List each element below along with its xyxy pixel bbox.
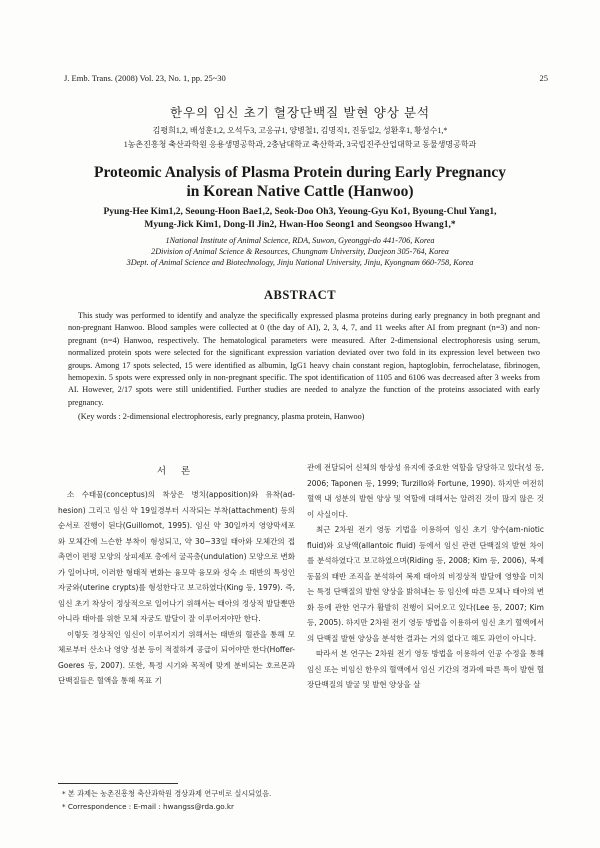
footnote-correspondence: * Correspondence : E-mail : hwangss@rda.go.kr <box>62 802 234 811</box>
english-title <box>40 163 560 201</box>
korean-affiliations: 1농촌진흥청 축산과학원 응용생명공학과, 2충남대학교 축산학과, 3국립진주산업대학교 동물생명공학과 <box>123 140 477 149</box>
english-authors <box>40 206 560 232</box>
affiliation-3: 3Dept. of Animal Science and Biotechnology, Jinju National University, Jinju, Kyongnam 660-758, Korea <box>126 258 474 267</box>
korean-authors-block <box>40 124 560 152</box>
korean-authors: 김평희1,2, 배성훈1,2, 오석두3, 고응규1, 양병철1, 김명직1, 진동일2, 성환후1, 황성수1,* <box>152 126 448 135</box>
right-paragraph-2: 최근 2차원 전기 영동 기법을 이용하여 임신 초기 양수(am-niotic fluid)와 요낭액(allantoic fluid) 등에서 임신 관련 단백질의 발현 차이를 분석하였다고 보고하였으며(Riding 등, 2008; Kim 등, 2006), 복제 동물의 태반 조직을 분석하여 복제 태아의 비정상적 발달에 영향을 미치는 특정 단백질의 발현 양상을 밝혀내는 등 임신에 따른 모체나 태아의 변화 등에 관한 연구가 활발히 진행이 되어오고 있다(Lee 등, 2007; Kim 등, 2005). 하지만 2차원 전기 영동 방법을 이용하여 임신 초기 혈액에서의 단백질 발현 양상을 분석한 결과는 거의 없다고 해도 과언이 아니다. <box>307 525 544 643</box>
korean-title: 한우의 임신 초기 혈장단백질 발현 양상 분석 <box>169 106 431 120</box>
english-title-line-2: in Korean Native Cattle (Hanwoo) <box>186 183 414 200</box>
english-authors-line-1: Pyung-Hee Kim1,2, Seoung-Hoon Bae1,2, Seok-Doo Oh3, Yeoung-Gyu Ko1, Byoung-Chul Yang1, <box>103 207 497 217</box>
footnote-funding: * 본 과제는 농촌진흥청 축산과학원 경상과제 연구비로 실시되었음. <box>62 789 272 798</box>
english-title-line-1: Proteomic Analysis of Plasma Protein during Early Pregnancy <box>93 164 507 181</box>
left-paragraph-2: 이렇듯 정상적인 임신이 이루어지기 위해서는 태반의 혈관을 통해 모체로부터 산소나 영양 성분 등이 적절하게 공급이 되어야만 한다(Hoffer-Goeres 등, 2007). 또한, 특정 시기와 목적에 맞게 분비되는 호르몬과 단백질들은 혈액을 통해 목표 기 <box>58 629 295 685</box>
left-paragraph-1: 소 수태물(conceptus)의 착상은 병치(apposition)와 유착(ad-hesion) 그리고 임신 약 19일경부터 시작되는 부착(attachment) 등의 순서로 진행이 된다(Guillomot, 1995). 임신 약 30일까지 영양막세포와 모체간에 느슨한 부착이 형성되고, 약 30~33일 태아와 모체간의 접촉면이 편평 모양의 상피세포 층에서 굴곡층(undulation) 모양으로 변화가 일어나며, 이러한 형태적 변화는 융모막 융모와 성숙 소 태반의 특성인 자궁와(uterine crypts)를 형성한다고 보고하였다(King 등, 1979). 즉, 임신 초기 착상이 정상적으로 일어나기 위해서는 태아의 정상적 발달뿐만 아니라 태아를 위한 모체 자궁도 발달이 잘 이루어져야만 한다. <box>58 490 295 623</box>
right-paragraph-1: 관에 전달되어 신체의 항상성 유지에 중요한 역할을 담당하고 있다(성 등, 2006; Taponen 등, 1999; Turzillo와 Fortune, 1990). 하지만 여전히 혈액 내 성분의 발현 양상 및 역할에 대해서는 알려진 것이 많지 않은 것이 사실이다. <box>307 463 544 519</box>
right-paragraph-3: 따라서 본 연구는 2차원 전기 영동 방법을 이용하여 인공 수정을 통해 임신 또는 비임신 한우의 혈액에서 임신 기간의 경과에 따른 특이 발현 혈장단백질의 발굴 및 발현 양상을 살 <box>307 649 544 689</box>
abstract-text: This study was performed to identify and analyze the specifically expressed plasma proteins during early pregnancy in both pregnant and non-pregnant Hanwoo. Blood samples were collected at 0 (the day of AI), 2, 3, 4, 7, and 11 weeks after AI from pregnant (n=3) and non-pregnant (n=4) Hanwoo, respectively. The hematological parameters were measured. After 2-dimensional electrophoresis using serum, normalized protein spots were selected for the significant expression variation deviated over two fold in its expression level between two groups. Among 17 spots selected, 15 were identified as albumin, IgG1 heavy chain constant region, haptoglobin, ferrochelatase, fibrinogen, hemopexin. 5 spots were expressed only in non-pregnant specific. The spot identification of 1105 and 6106 was decreased after 3 weeks from AI. However, 2/17 spots were still unidentified. Further studies are needed to analyze the function of the proteins associated with early pregnancy. <box>68 311 540 407</box>
keywords: (Key words : 2-dimensional electrophoresis, early pregnancy, plasma protein, Hanwoo) <box>78 412 365 422</box>
affiliation-1: 1National Institute of Animal Science, RDA, Suwon, Gyeonggi-do 441-706, Korea <box>165 236 435 245</box>
footnotes <box>62 787 271 813</box>
section-title-introduction: 서 론 <box>156 466 197 477</box>
affiliations <box>40 235 560 268</box>
left-column <box>58 466 295 689</box>
abstract-heading: ABSTRACT <box>263 288 337 302</box>
right-column <box>307 460 544 693</box>
journal-citation: J. Emb. Trans. (2008) Vol. 23, No. 1, pp. 25~30 <box>64 73 226 83</box>
page-number: 25 <box>539 73 548 83</box>
affiliation-2: 2Division of Animal Science & Resources, Chungnam University, Daejeon 305-764, Korea <box>151 247 449 256</box>
abstract-body <box>68 310 540 424</box>
footnote-divider <box>58 783 178 784</box>
english-authors-line-2: Myung-Jick Kim1, Dong-Il Jin2, Hwan-Hoo Seong1 and Seongsoo Hwang1,* <box>144 220 456 230</box>
